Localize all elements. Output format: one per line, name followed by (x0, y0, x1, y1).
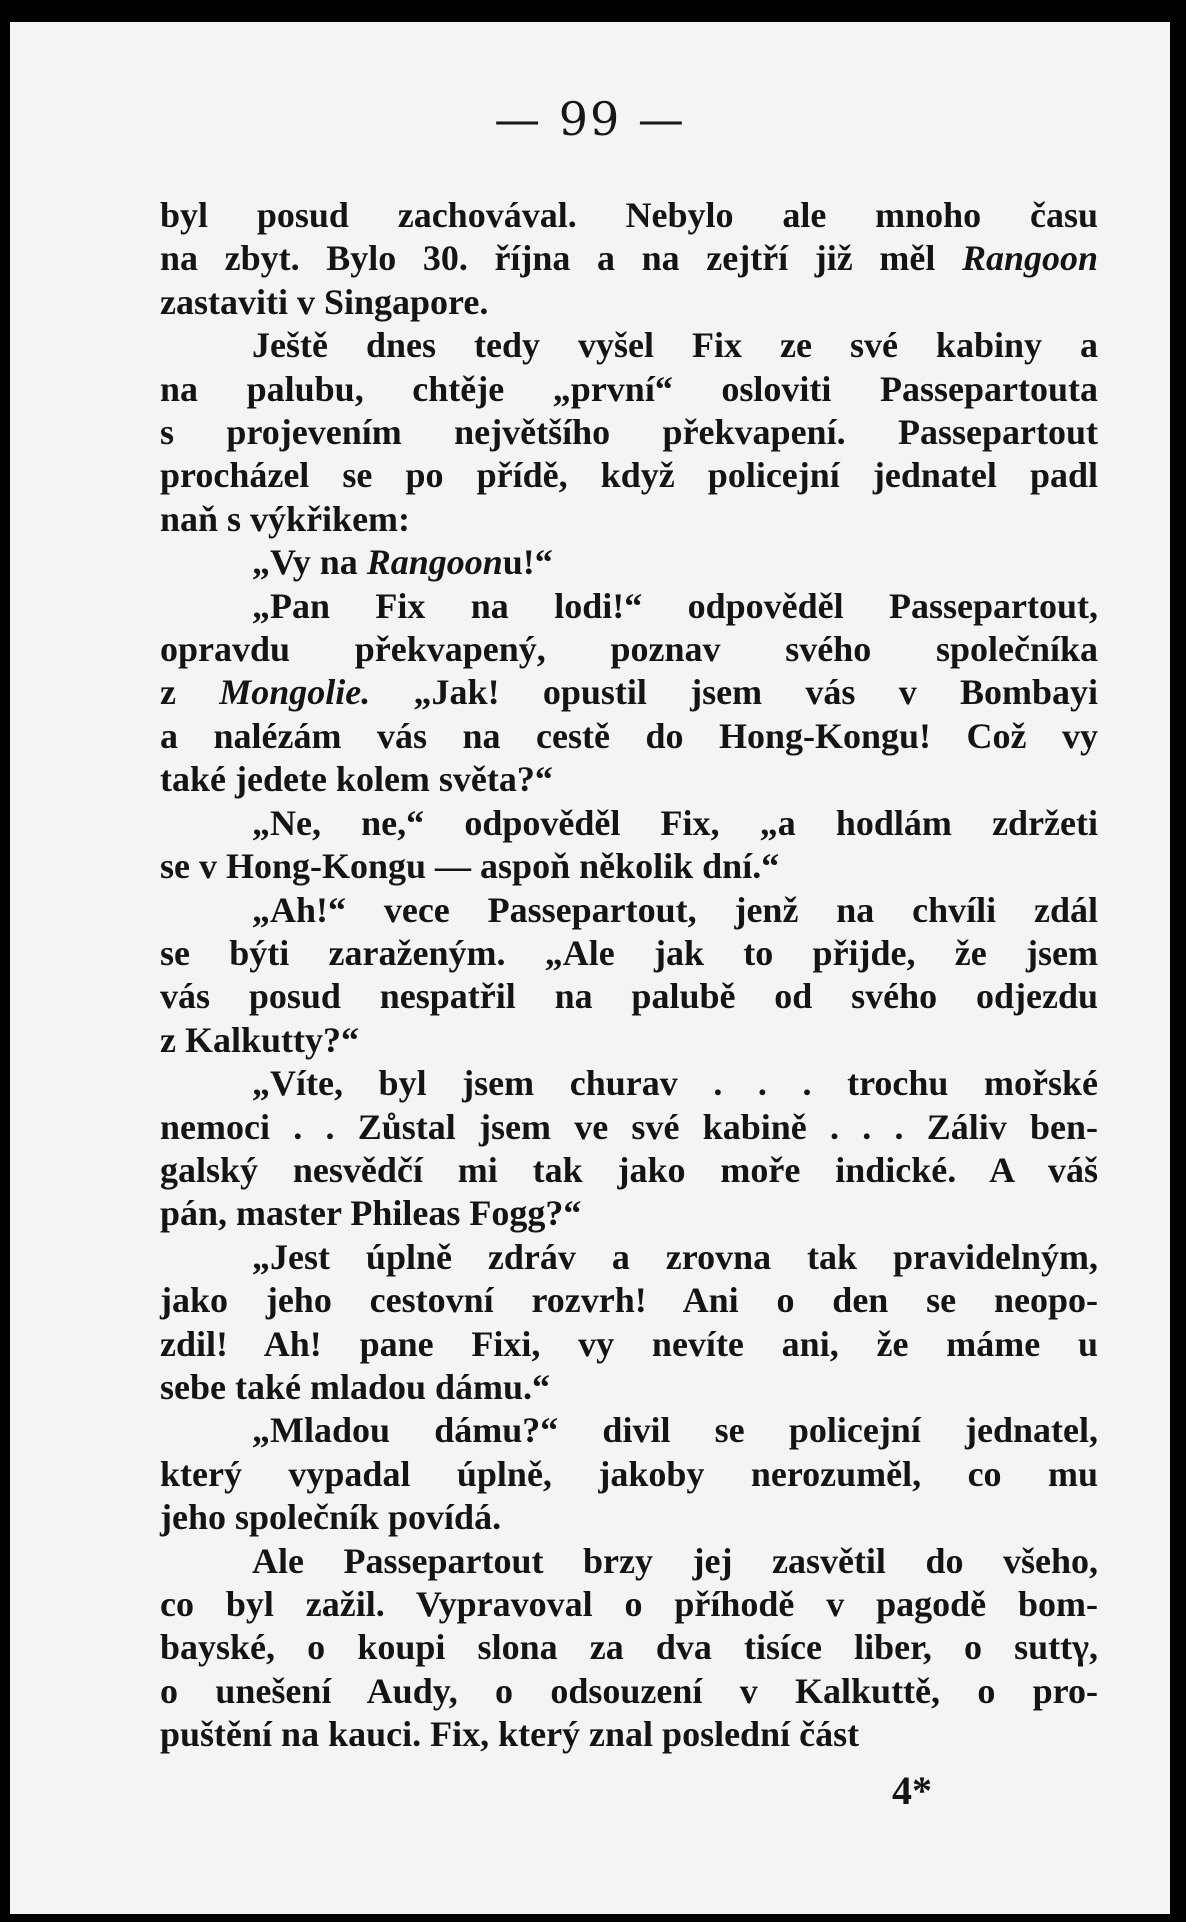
text-line: puštění na kauci. Fix, který znal poslední část (160, 1714, 860, 1755)
text-line: jako jeho cestovní rozvrh! Ani o den se neopo- (160, 1280, 1098, 1321)
text-line: sebe také mladou dámu.“ (160, 1366, 551, 1407)
text-line: „Jest úplně zdráv a zrovna tak pravidelným, (252, 1236, 1098, 1277)
paragraph (160, 1236, 1098, 1410)
text-line: který vypadal úplně, jakoby nerozuměl, co mu (160, 1453, 1098, 1494)
text-line: bayské, o koupi slona za dva tisíce liber, o suttγ, (160, 1627, 1098, 1668)
text-line: „Ah!“ vece Passepartout, jenž na chvíli zdál (252, 889, 1098, 930)
text-line: také jedete kolem světa?“ (160, 759, 553, 800)
paragraph (160, 541, 1098, 584)
text-line: se býti zaraženým. „Ale jak to přijde, že jsem (160, 932, 1098, 973)
signature-mark: 4* (892, 1768, 932, 1813)
page-number: — 99 — (494, 92, 686, 146)
text-line: jeho společník povídá. (160, 1497, 502, 1538)
text-line: procházel se po přídě, když policejní jednatel padl (160, 455, 1098, 496)
text-line: opravdu překvapený, poznav svého společníka (160, 629, 1098, 670)
book-page (10, 22, 1170, 1914)
text-line: Ještě dnes tedy vyšel Fix ze své kabiny a (252, 325, 1098, 366)
paragraph (160, 1540, 1098, 1757)
text-line: „Vy na Rangoonu!“ (252, 542, 553, 583)
paragraph (160, 324, 1098, 541)
text-line: zdil! Ah! pane Fixi, vy nevíte ani, že máme u (160, 1323, 1098, 1364)
paragraph (160, 889, 1098, 1063)
text-line: o unešení Audy, o odsouzení v Kalkuttě, o pro- (160, 1670, 1098, 1711)
text-line: galský nesvědčí mi tak jako moře indické. A váš (160, 1149, 1098, 1190)
text-line: Ale Passepartout brzy jej zasvětil do všeho, (252, 1540, 1098, 1581)
text-line: na palubu, chtěje „první“ osloviti Passepartouta (160, 368, 1098, 409)
text-line: s projevením největšího překvapení. Passepartout (160, 412, 1098, 453)
text-line: „Mladou dámu?“ divil se policejní jednatel, (252, 1410, 1098, 1451)
paragraph (160, 1062, 1098, 1236)
text-line: na zbyt. Bylo 30. října a na zejtří již měl Rangoon (160, 238, 1098, 279)
text-line: z Mongolie. „Jak! opustil jsem vás v Bombayi (160, 672, 1098, 713)
paragraph (160, 1409, 1098, 1539)
paragraph (160, 194, 1098, 324)
text-line: pán, master Phileas Fogg?“ (160, 1193, 582, 1234)
text-line: a nalézám vás na cestě do Hong-Kongu! Což vy (160, 715, 1098, 756)
paragraph (160, 585, 1098, 802)
body-text (160, 194, 1098, 1757)
text-line: nemoci . . Zůstal jsem ve své kabině . . . Záliv ben- (160, 1106, 1098, 1147)
text-line: naň s výkřikem: (160, 498, 411, 539)
text-line: co byl zažil. Vypravoval o příhodě v pagodě bom- (160, 1584, 1098, 1624)
text-line: „Víte, byl jsem churav . . . trochu mořské (252, 1063, 1098, 1104)
text-line: zastaviti v Singapore. (160, 281, 489, 322)
text-line: „Pan Fix na lodi!“ odpověděl Passepartout, (252, 585, 1098, 626)
text-line: vás posud nespatřil na palubě od svého odjezdu (160, 976, 1098, 1017)
text-line: z Kalkutty?“ (160, 1019, 360, 1060)
text-line: se v Hong-Kongu — aspoň několik dní.“ (160, 846, 780, 887)
text-line: byl posud zachovával. Nebylo ale mnoho času (160, 195, 1098, 235)
scan-edge (1172, 0, 1186, 1922)
paragraph (160, 802, 1098, 889)
text-line: „Ne, ne,“ odpověděl Fix, „a hodlám zdržeti (252, 802, 1098, 843)
